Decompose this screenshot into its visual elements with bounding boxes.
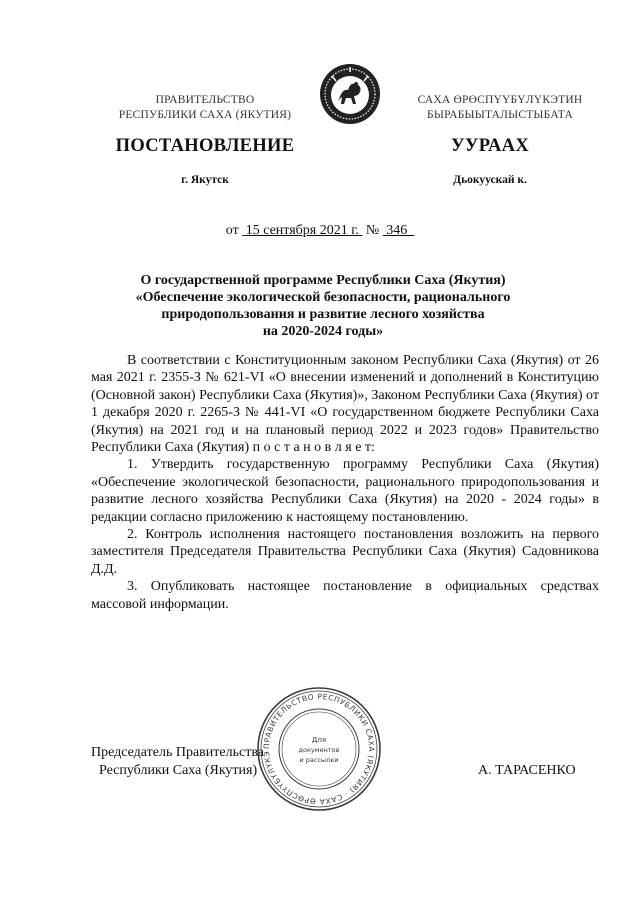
paragraph-2: 2. Контроль исполнения настоящего постановления возложить на первого заместителя Председателя Правительства Республики Саха (Якутия) Садовникова Д.Д. (91, 527, 599, 577)
signatory-name: А. ТАРАСЕНКО (478, 763, 576, 778)
title-line2: «Обеспечение экологической безопасности, рационального (135, 290, 511, 305)
title-line4: на 2020-2024 годы» (262, 324, 384, 339)
paragraph-intro: В соответствии с Конституционным законом Республики Саха (Якутия) от 26 мая 2021 г. 2355-З № 621-VI «О внесении изменений и дополнений в Конституцию (Основной закон) Республики Саха (Якутия)», Законом Республики Саха (Якутия) от 1 декабря 2020 г. 2265-З № 441-VI «О государственном бюджете Республики Саха (Якутия) на 2021 год и на плановый период 2022 и 2023 годов» Правительство Республики Саха (Якутия) п о с т а н о в л я е т: (91, 353, 599, 456)
document-body (91, 352, 599, 613)
official-seal-stamp (256, 686, 382, 812)
date-number-line (0, 223, 640, 239)
header-left-line2: РЕСПУБЛИКИ САХА (ЯКУТИЯ) (118, 109, 292, 121)
paragraph-3: 3. Опубликовать настоящее постановление в официальных средствах массовой информации. (91, 579, 599, 612)
header-right-line1: САХА ӨРӨСПҮҮБҮЛҮКЭТИН (417, 94, 583, 106)
signatory-position (91, 744, 281, 780)
document-title (80, 272, 566, 340)
government-name-russian (100, 93, 310, 123)
stamp-center-line2: документов (298, 746, 340, 754)
city-yakut: Дьокуускай к. (453, 174, 527, 186)
document-type-russian: ПОСТАНОВЛЕНИЕ (115, 136, 295, 156)
header-right-line2: БЫРАБЫЫТАЛЫСТЫБАТА (427, 109, 573, 121)
date-value: 15 сентября 2021 г. (245, 223, 359, 238)
document-number: 346 (386, 223, 408, 238)
stamp-center-line3: и рассылки (299, 756, 339, 764)
city-russian: г. Якутск (181, 174, 229, 186)
government-name-yakut (380, 93, 620, 123)
title-line1: О государственной программе Республики Саха (Якутия) (140, 273, 506, 288)
document-type-yakut: УУРААХ (451, 136, 529, 156)
paragraph-1: 1. Утвердить государственную программу Республики Саха (Якутия) «Обеспечение экологической безопасности, рационального природопользования и развитие лесного хозяйства Республики Саха (Якутия) на 2020 - 2024 годы» в редакции согласно приложению к настоящему постановлению. (91, 457, 599, 525)
header-left-line1: ПРАВИТЕЛЬСТВО (155, 94, 255, 106)
position-line1: Председатель Правительства (91, 745, 264, 760)
stamp-outer-text: ПРАВИТЕЛЬСТВО РЕСПУБЛИКИ САХА (ЯКУТИЯ) · САХА ӨРӨСПҮҮБҮЛҮКЭ (261, 691, 377, 807)
coat-of-arms-emblem (318, 62, 382, 126)
date-prefix: от (225, 223, 239, 238)
position-line2: Республики Саха (Якутия) (99, 763, 258, 778)
stamp-center-line1: Для (311, 736, 327, 744)
title-line3: природопользования и развитие лесного хозяйства (161, 307, 485, 322)
number-sign: № (365, 223, 380, 238)
